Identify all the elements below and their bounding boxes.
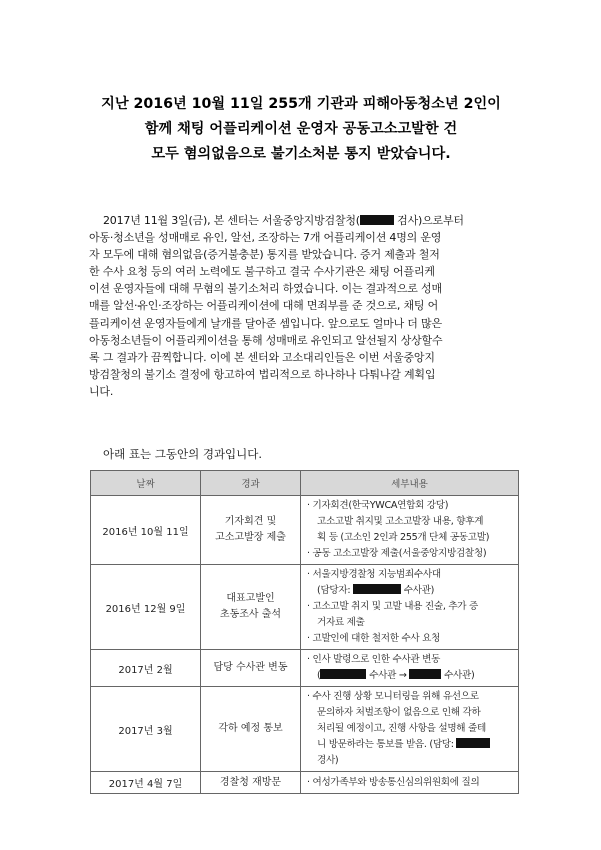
body-line: 이션 운영자들에 대해 무혐의 불기소처리 하였습니다. 이는 결과적으로 성매 <box>89 282 442 296</box>
body-line: 록 그 결과가 끔찍합니다. 이에 본 센터와 고소대리인들은 이번 서울중앙지 <box>89 350 435 364</box>
row-status <box>201 772 301 794</box>
table-header-row <box>91 471 519 496</box>
status-line: 각하 예정 통보 <box>218 723 283 734</box>
status-line: 초동조사 출석 <box>219 609 282 620</box>
table-intro: 아래 표는 그동안의 경과입니다. <box>103 447 263 461</box>
detail-text: 니 방문하라는 통보를 받음. (담당: <box>317 739 457 750</box>
body-paragraph <box>89 212 517 400</box>
detail-line: · 서울지방경찰청 지능범죄수사대 <box>307 569 441 580</box>
body-line: 플리케이션 운영자들에게 날개를 달아준 셈입니다. 앞으로도 얼마나 더 많은 <box>89 316 442 330</box>
redacted-block <box>409 669 441 679</box>
body-line: 방검찰청의 불기소 결정에 항고하여 법리적으로 하나하나 다퉈나갈 계획입 <box>89 367 436 381</box>
detail-text: 수사관) <box>441 670 475 681</box>
row-date: 2017년 2월 <box>91 650 201 687</box>
title-line-1: 지난 2016년 10월 11일 255개 기관과 피해아동청소년 2인이 <box>101 96 501 112</box>
status-line: 기자회견 및 <box>224 516 277 527</box>
detail-line: · 여성가족부와 방송통신심의위원회에 질의 <box>307 776 480 788</box>
body-line: 아동·청소년을 성매매로 유인, 알선, 조장하는 7개 어플리케이션 4명의 운영 <box>89 231 442 245</box>
detail-line: 처리될 예정이고, 진행 사항을 설명해 줄테 <box>317 723 486 734</box>
table-row <box>91 565 519 650</box>
detail-line: 문의하자 처벌조항이 없음으로 인해 각하 <box>317 707 481 718</box>
header-date: 날짜 <box>91 471 201 496</box>
body-line: 아동청소년들이 어플리케이션을 통해 성매매로 유인되고 알선될지 상상할수 <box>89 333 443 347</box>
row-details <box>301 650 519 687</box>
status-line: 담당 수사관 변동 <box>213 662 288 673</box>
header-details: 세부내용 <box>301 471 519 496</box>
status-line: 고소고발장 제출 <box>215 532 286 543</box>
body-line: 매를 알선·유인·조장하는 어플리케이션에 대해 면죄부를 준 것으로, 채팅 어 <box>89 299 439 313</box>
body-line: 니다. <box>89 384 114 398</box>
detail-line: ( 수사관 → 수사관) <box>317 670 475 681</box>
detail-line: · 인사 발령으로 인한 수사관 변동 <box>307 654 441 665</box>
table-row <box>91 687 519 772</box>
row-details <box>301 687 519 772</box>
table-row <box>91 650 519 687</box>
redacted-block <box>360 215 394 225</box>
title-line-2: 함께 채팅 어플리케이션 운영자 공동고소고발한 건 <box>144 121 458 137</box>
detail-text: (담당자: <box>317 585 354 596</box>
status-line: 경찰청 재방문 <box>219 776 282 788</box>
body-line: 자 모두에 대해 혐의없음(증거불충분) 통지를 받았습니다. 증거 제출과 철저 <box>89 248 440 262</box>
row-details <box>301 772 519 794</box>
detail-line: · 고발인에 대한 철저한 수사 요청 <box>307 633 441 644</box>
detail-line: 거자료 제출 <box>317 617 365 628</box>
redacted-block <box>353 584 401 594</box>
row-status <box>201 496 301 565</box>
row-status <box>201 565 301 650</box>
detail-line <box>307 737 514 753</box>
detail-line: 경사) <box>317 755 339 766</box>
body-line-1 <box>89 212 517 229</box>
redacted-block <box>320 669 366 679</box>
title-line-3: 모두 혐의없음으로 불기소처분 통지 받았습니다. <box>151 146 451 162</box>
detail-line <box>307 583 514 599</box>
detail-line: · 기자회견(한국YWCA연합회 강당) <box>307 500 449 511</box>
detail-line: · 고소고발 취지 및 고발 내용 진술, 추가 증 <box>307 601 478 612</box>
row-status <box>201 687 301 772</box>
body-line-1-start: 2017년 11월 3일(금), 본 센터는 서울중앙지방검찰청( <box>103 214 360 227</box>
row-status <box>201 650 301 687</box>
detail-text: 수사관) <box>401 585 435 596</box>
detail-line: · 공동 고소고발장 제출(서울중앙지방검찰청) <box>307 548 487 559</box>
detail-text: 수사관 → <box>366 670 410 681</box>
redacted-block <box>456 738 490 748</box>
row-date: 2017년 4월 7일 <box>91 772 201 794</box>
page-title <box>60 92 542 167</box>
table-row <box>91 496 519 565</box>
table-row <box>91 772 519 794</box>
progress-table <box>90 470 519 794</box>
body-line: 한 수사 요청 등의 여러 노력에도 불구하고 결국 수사기관은 채팅 어플리케 <box>89 265 435 279</box>
status-line: 대표고발인 <box>226 593 275 604</box>
body-line-1-end: 검사)으로부터 <box>393 214 464 227</box>
detail-line: · 수사 진행 상황 모니터링을 위해 유선으로 <box>307 691 479 702</box>
row-details <box>301 496 519 565</box>
row-date: 2016년 10월 11일 <box>91 496 201 565</box>
row-date: 2016년 12월 9일 <box>91 565 201 650</box>
detail-line: 고소고발 취지및 고소고발장 내용, 향후계 <box>317 516 484 527</box>
detail-line: 획 등 (고소인 2인과 255개 단체 공동고발) <box>317 532 490 543</box>
header-progress: 경과 <box>201 471 301 496</box>
row-date: 2017년 3월 <box>91 687 201 772</box>
row-details <box>301 565 519 650</box>
